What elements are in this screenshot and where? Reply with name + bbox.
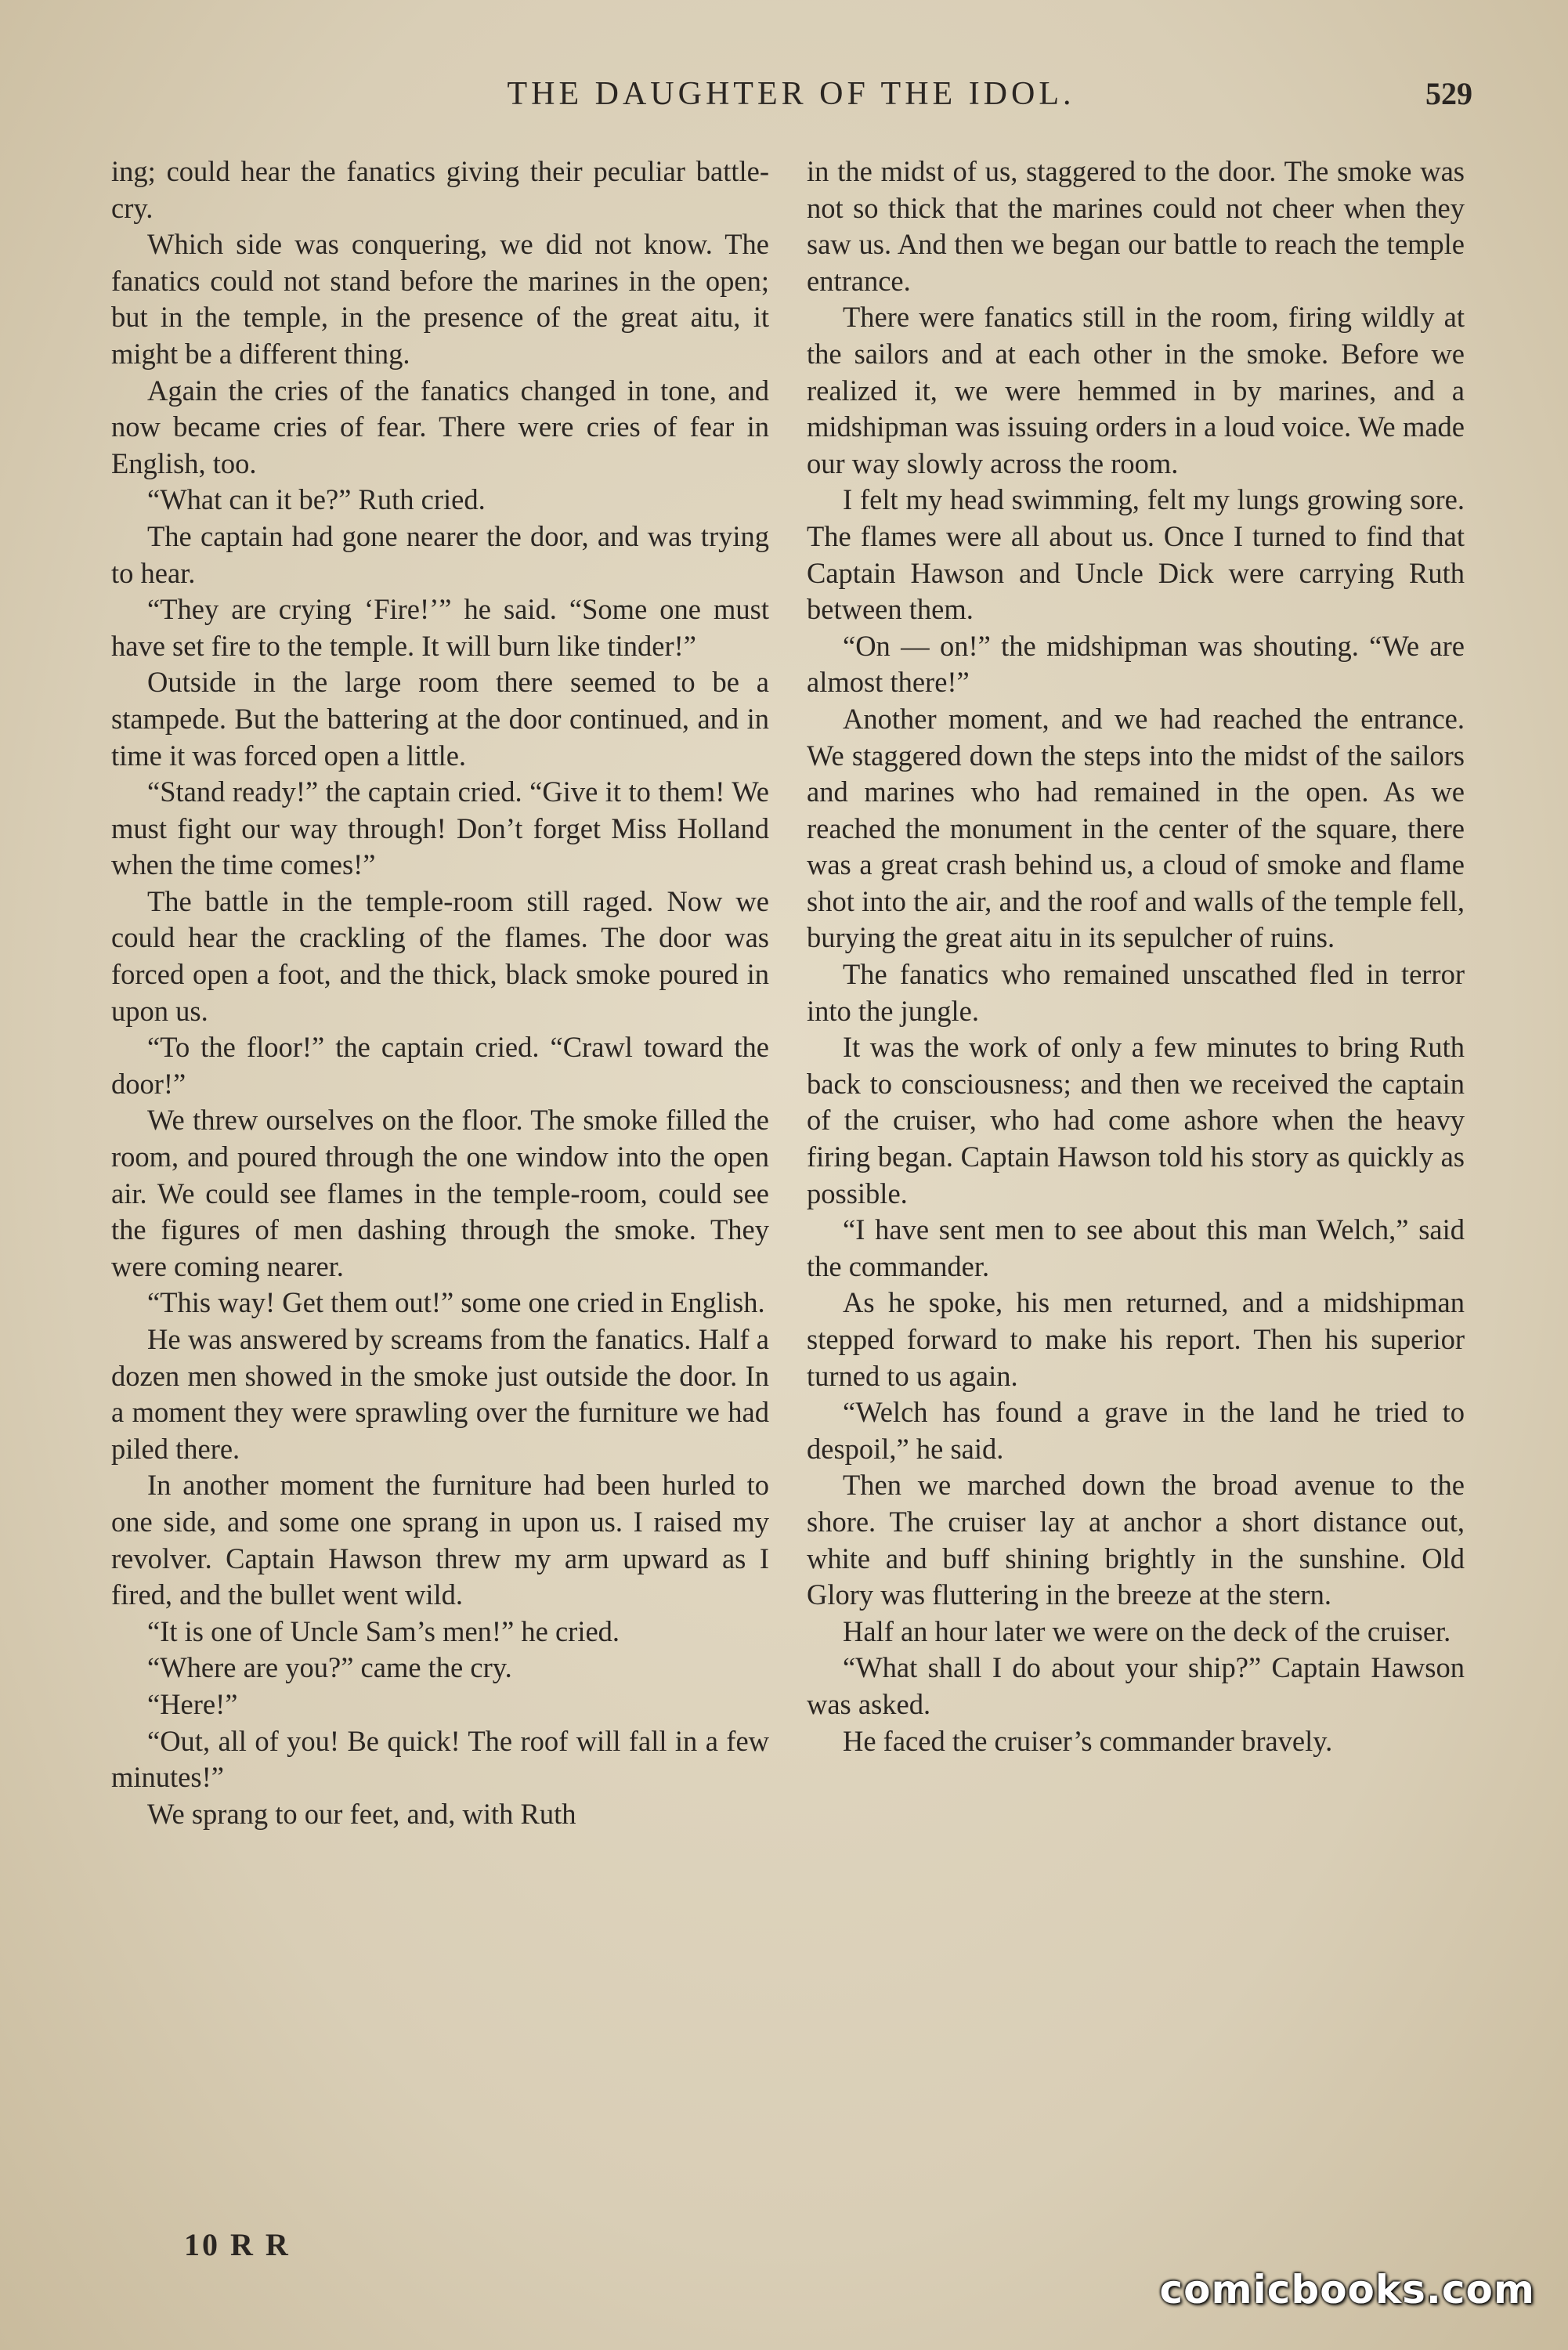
paragraph: The battle in the temple-room still raged. Now we could hear the crackling of the flames. The door was forced open a foot, and the thick, black smoke poured in upon us.: [111, 884, 769, 1027]
paragraph: As he spoke, his men returned, and a midshipman stepped forward to make his report. Then his superior turned to us again.: [807, 1286, 1465, 1392]
watermark: comicbooks.com: [1159, 2267, 1535, 2312]
paragraph: Again the cries of the fanatics changed in tone, and now became cries of fear. There were cries of fear in English, too.: [111, 374, 769, 479]
paragraph: “What shall I do about your ship?” Captain Hawson was asked.: [807, 1651, 1465, 1720]
paragraph: “Here!”: [147, 1687, 238, 1720]
paragraph: In another moment the furniture had been hurled to one side, and some one sprang in upon us. I raised my revolver. Captain Hawson threw my arm upward as I fired, and the bullet went wild.: [111, 1469, 769, 1611]
paragraph: “This way! Get them out!” some one cried in English.: [147, 1286, 765, 1319]
paragraph: We sprang to our feet, and, with Ruth: [147, 1797, 576, 1830]
paragraph: “On — on!” the midshipman was shouting. “We are almost there!”: [807, 629, 1465, 699]
paragraph: It was the work of only a few minutes to bring Ruth back to consciousness; and then we received the captain of the cruiser, who had come ashore when the heavy firing began. Captain Hawson told his story as quickly as possible.: [807, 1031, 1465, 1209]
paragraph: “Where are you?” came the cry.: [147, 1651, 512, 1684]
right-column: [807, 154, 1465, 1759]
page-number: 529: [1425, 76, 1472, 111]
page-header: [110, 75, 1472, 122]
paragraph: Another moment, and we had reached the entrance. We staggered down the steps into the midst of the sailors and marines who had remained in the open. As we reached the monument in the center of the square, there was a great crash behind us, a cloud of smoke and flame shot into the air, and the roof and walls of the temple fell, burying the great aitu in its sepulcher of ruins.: [807, 702, 1465, 954]
running-title: THE DAUGHTER OF THE IDOL.: [507, 76, 1075, 112]
paragraph: Which side was conquering, we did not know. The fanatics could not stand before the marines in the open; but in the temple, in the presence of the great aitu, it might be a different thing.: [111, 228, 769, 370]
paragraph: “Welch has found a grave in the land he tried to despoil,” he said.: [807, 1396, 1465, 1465]
paragraph: Then we marched down the broad avenue to the shore. The cruiser lay at anchor a short distance out, white and buff shining brightly in the sunshine. Old Glory was fluttering in the breeze at the stern.: [807, 1469, 1465, 1611]
paragraph: I felt my head swimming, felt my lungs growing sore. The flames were all about us. Once I turned to find that Captain Hawson and Uncle Dick were carrying Ruth between them.: [807, 483, 1465, 626]
paragraph: The fanatics who remained unscathed fled in terror into the jungle.: [807, 958, 1465, 1027]
paragraph: ing; could hear the fanatics giving their peculiar battle-cry.: [111, 155, 769, 224]
paragraph: There were fanatics still in the room, firing wildly at the sailors and at each other in the smoke. Before we realized it, we were hemmed in by marines, and a midshipman was issuing orders in a loud voice. We made our way slowly across the room.: [807, 301, 1465, 479]
paragraph: in the midst of us, staggered to the door. The smoke was not so thick that the marines could not cheer when they saw us. And then we began our battle to reach the temple entrance.: [807, 155, 1465, 297]
paragraph: He was answered by screams from the fanatics. Half a dozen men showed in the smoke just outside the door. In a moment they were sprawling over the furniture we had piled there.: [111, 1323, 769, 1465]
paragraph: The captain had gone nearer the door, and was trying to hear.: [111, 519, 769, 589]
paragraph: “It is one of Uncle Sam’s men!” he cried.: [147, 1614, 620, 1647]
signature-mark: 10 R R: [184, 2227, 291, 2262]
paragraph: “I have sent men to see about this man Welch,” said the commander.: [807, 1213, 1465, 1282]
paragraph: “Out, all of you! Be quick! The roof will fall in a few minutes!”: [111, 1724, 769, 1794]
paragraph: Half an hour later we were on the deck of the cruiser.: [843, 1614, 1451, 1647]
paragraph: “What can it be?” Ruth cried.: [147, 483, 486, 516]
paragraph: We threw ourselves on the floor. The smoke filled the room, and poured through the one window into the open air. We could see flames in the temple-room, could see the figures of men dashing through the smoke. They were coming nearer.: [111, 1104, 769, 1282]
paragraph: Outside in the large room there seemed to be a stampede. But the battering at the door continued, and in time it was forced open a little.: [111, 666, 769, 772]
left-column: [111, 154, 769, 1832]
paragraph: He faced the cruiser’s commander bravely.: [843, 1724, 1333, 1757]
paragraph: “Stand ready!” the captain cried. “Give it to them! We must fight our way through! Don’t forget Miss Holland when the time comes!”: [111, 776, 769, 881]
paragraph: “They are crying ‘Fire!’” he said. “Some one must have set fire to the temple. It will burn like tinder!”: [111, 593, 769, 662]
paragraph: “To the floor!” the captain cried. “Crawl toward the door!”: [111, 1031, 769, 1100]
